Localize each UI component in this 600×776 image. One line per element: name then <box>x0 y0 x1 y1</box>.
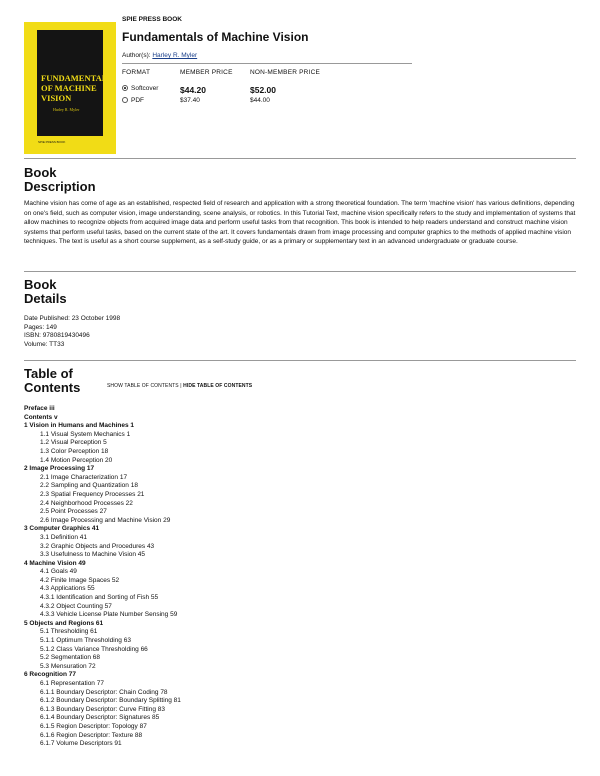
heading-line: Description <box>24 179 96 194</box>
toc-section: 5.1.1 Optimum Thresholding 63 <box>40 637 131 645</box>
member-price: $44.20 <box>180 85 206 95</box>
toc-section: 6.1.4 Boundary Descriptor: Signatures 85 <box>40 714 160 722</box>
toc-section: 5.2 Segmentation 68 <box>40 654 100 662</box>
toc-section: 6.1.7 Volume Descriptors 91 <box>40 740 122 748</box>
member-price: $37.40 <box>180 97 200 104</box>
nonmember-price-column-header: NON-MEMBER PRICE <box>250 69 321 76</box>
nonmember-price: $44.00 <box>250 97 270 104</box>
book-title: Fundamentals of Machine Vision <box>122 30 309 44</box>
toc-chapter: 2 Image Processing 17 <box>24 465 95 473</box>
section-divider <box>24 360 576 361</box>
nonmember-price: $52.00 <box>250 85 276 95</box>
section-divider <box>24 158 576 159</box>
toc-toggle-links <box>107 383 252 389</box>
author-link[interactable]: Harley R. Myler <box>152 52 198 59</box>
show-toc-link[interactable]: SHOW TABLE OF CONTENTS <box>107 383 179 389</box>
toc-section: 6.1.5 Region Descriptor: Topology 87 <box>40 722 147 730</box>
toc-section: 3.3 Usefulness to Machine Vision 45 <box>40 551 146 559</box>
radio-selected-icon[interactable] <box>122 85 128 91</box>
toc-section: 5.1 Thresholding 61 <box>40 628 98 636</box>
heading-line: Book <box>24 165 57 180</box>
member-price-column-header: MEMBER PRICE <box>180 69 233 76</box>
toc-section: 3.1 Definition 41 <box>40 533 87 541</box>
series-label: SPIE PRESS BOOK <box>122 16 182 23</box>
format-label: PDF <box>131 97 144 104</box>
heading-line: Contents <box>24 380 81 395</box>
toc-list <box>24 405 181 749</box>
toc-section: 1.2 Visual Perception 5 <box>40 439 107 447</box>
cover-title: FUNDAMENTALS OF MACHINE VISION <box>41 73 113 103</box>
toc-section: 5.3 Mensuration 72 <box>40 662 96 670</box>
cover-author: Harley R. Myler <box>53 107 80 112</box>
toc-section: 4.1 Goals 49 <box>40 568 77 576</box>
toc-section: 2.3 Spatial Frequency Processes 21 <box>40 490 145 498</box>
isbn: ISBN: 9780819430496 <box>24 332 90 340</box>
header-divider <box>122 63 412 64</box>
format-label: Softcover <box>131 85 159 92</box>
description-heading <box>24 166 96 194</box>
toc-section: 6.1.3 Boundary Descriptor: Curve Fitting 83 <box>40 705 166 713</box>
toc-section: 4.3.2 Object Counting 57 <box>40 602 112 610</box>
heading-line: Details <box>24 291 67 306</box>
toc-chapter: 3 Computer Graphics 41 <box>24 525 100 533</box>
cover-publisher: SPIE PRESS BOOK <box>38 140 66 144</box>
toc-chapter: 5 Objects and Regions 61 <box>24 619 104 627</box>
volume: Volume: TT33 <box>24 341 65 349</box>
heading-line: Book <box>24 277 57 292</box>
toc-section: 4.3.1 Identification and Sorting of Fish 55 <box>40 594 159 602</box>
toc-link-separator: | <box>180 383 182 389</box>
toc-section: 2.1 Image Characterization 17 <box>40 473 128 481</box>
toc-section: 2.4 Neighborhood Processes 22 <box>40 499 133 507</box>
toc-section: 1.4 Motion Perception 20 <box>40 456 113 464</box>
toc-section: 5.1.2 Class Variance Thresholding 66 <box>40 645 148 653</box>
toc-section: 2.2 Sampling and Quantization 18 <box>40 482 138 490</box>
toc-heading <box>24 367 80 395</box>
page-count: Pages: 149 <box>24 323 57 331</box>
toc-section: 3.2 Graphic Objects and Procedures 43 <box>40 542 155 550</box>
details-heading <box>24 278 67 306</box>
toc-section: 6.1 Representation 77 <box>40 680 104 687</box>
toc-section: 1.1 Visual System Mechanics 1 <box>40 430 131 438</box>
format-option-softcover[interactable] <box>122 85 158 92</box>
authors-label: Author(s): <box>122 52 151 59</box>
toc-section: 1.3 Color Perception 18 <box>40 447 109 455</box>
authors-line <box>122 52 412 59</box>
book-details <box>24 315 120 350</box>
toc-section: 4.3.3 Vehicle License Plate Number Sensing 59 <box>40 611 178 619</box>
toc-chapter: 6 Recognition 77 <box>24 671 77 679</box>
section-divider <box>24 271 576 272</box>
toc-section: 6.1.2 Boundary Descriptor: Boundary Splitting 81 <box>40 697 181 705</box>
toc-section: 4.3 Applications 55 <box>40 585 95 593</box>
toc-section: 2.5 Point Processes 27 <box>40 508 107 516</box>
date-published: Date Published: 23 October 1998 <box>24 315 121 322</box>
hide-toc-link[interactable]: HIDE TABLE OF CONTENTS <box>183 383 253 389</box>
book-cover <box>24 22 116 154</box>
toc-section: 4.2 Finite Image Spaces 52 <box>40 576 120 584</box>
format-option-pdf[interactable] <box>122 97 144 104</box>
description-text: Machine vision has come of age as an established, respected field of research and application with a strong theoretical foundation. The term 'machine vision' has various definitions, depending on one's field, such as computer vision, image understanding, scene analysis, or robotics. In this Tutorial Text, machine vision specifically refers to the study and implementation of systems that allow machines to recognize objects from acquired image data and perform useful tasks from that recognition. This book is intended to help readers understand and construct machine vision systems that perform useful tasks, based on the current state of the art. It covers fundamentals drawn from image processing and computer graphics to the methods of applied machine vision techniques. The text is useful as a short course supplement, as a self-study guide, or as a primary or supplementary text in an advanced undergraduate or graduate course. <box>24 200 576 246</box>
format-column-header: FORMAT <box>122 69 151 76</box>
toc-chapter: 1 Vision in Humans and Machines 1 <box>24 422 135 430</box>
radio-unselected-icon[interactable] <box>122 97 128 103</box>
book-header <box>122 16 412 64</box>
heading-line: Table of <box>24 366 73 381</box>
toc-section: 6.1.1 Boundary Descriptor: Chain Coding 78 <box>40 688 168 696</box>
toc-section: 2.6 Image Processing and Machine Vision 29 <box>40 516 171 524</box>
toc-chapter: Contents v <box>24 413 58 421</box>
toc-section: 6.1.6 Region Descriptor: Texture 88 <box>40 731 143 739</box>
toc-chapter: 4 Machine Vision 49 <box>24 559 86 567</box>
toc-chapter: Preface iii <box>24 405 55 412</box>
